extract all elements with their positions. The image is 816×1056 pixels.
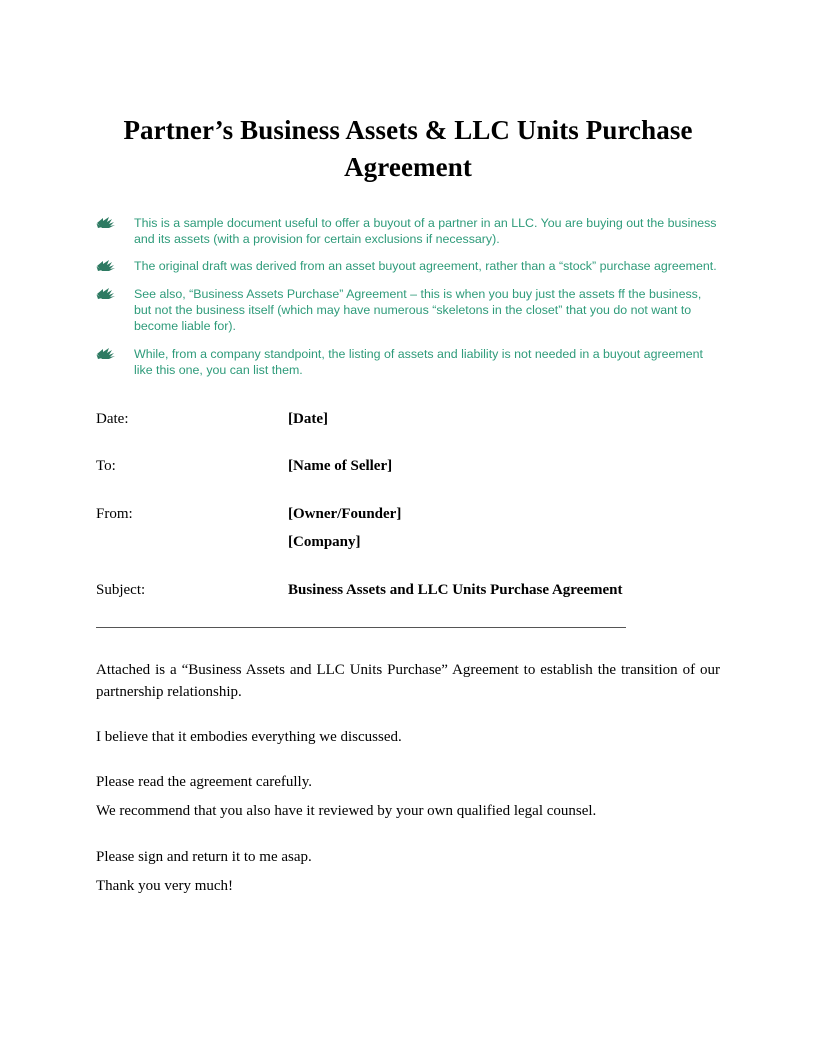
body-paragraph: I believe that it embodies everything we discussed. <box>96 728 402 745</box>
field-row-date <box>96 409 720 431</box>
note-text: The original draft was derived from an asset buyout agreement, rather than a “stock” purchase agreement. <box>134 259 717 274</box>
note-marker-icon <box>96 216 134 230</box>
field-label: To: <box>96 458 116 475</box>
section-divider <box>96 627 626 628</box>
field-row-from <box>96 504 720 554</box>
body-paragraph: Attached is a “Business Assets and LLC Units Purchase” Agreement to establish the transition of our partnership relationship. <box>96 662 720 700</box>
field-value-secondary: [Company] <box>288 533 361 550</box>
list-item <box>96 286 720 335</box>
letter-header-fields <box>96 409 720 602</box>
body-paragraph: Please sign and return it to me asap. <box>96 848 312 865</box>
body-paragraph: We recommend that you also have it reviewed by your own qualified legal counsel. <box>96 803 597 820</box>
field-value: Business Assets and LLC Units Purchase Agreement <box>288 581 623 598</box>
field-row-subject <box>96 580 720 602</box>
field-label: From: <box>96 506 133 522</box>
field-value: [Owner/Founder] <box>288 506 402 522</box>
body-paragraph: Thank you very much! <box>96 878 234 895</box>
note-text: This is a sample document useful to offer a buyout of a partner in an LLC. You are buying out the business and its assets (with a provision for certain exclusions if necessary). <box>134 215 717 246</box>
field-row-to <box>96 456 720 478</box>
note-text: While, from a company standpoint, the listing of assets and liability is not needed in a buyout agreement like this one, you can list them. <box>134 346 703 378</box>
list-item <box>96 346 720 379</box>
field-value-group <box>288 504 720 554</box>
page-title: Partner’s Business Assets & LLC Units Purchase Agreement <box>123 115 693 183</box>
note-marker-icon <box>96 347 134 361</box>
note-text: See also, “Business Assets Purchase” Agreement – this is when you buy just the assets ff the business, but not the business itself (which may have numerous “skeletons in the closet” that you do not want to become liable for). <box>134 286 702 334</box>
field-value: [Name of Seller] <box>288 458 393 475</box>
field-value: [Date] <box>288 410 328 427</box>
list-item <box>96 258 720 274</box>
notes-list <box>96 215 720 379</box>
note-marker-icon <box>96 259 134 273</box>
list-item <box>96 215 720 248</box>
body-paragraph: Please read the agreement carefully. <box>96 774 312 791</box>
letter-body <box>96 660 720 897</box>
note-marker-icon <box>96 287 134 301</box>
field-label: Date: <box>96 410 129 427</box>
field-label: Subject: <box>96 581 146 598</box>
